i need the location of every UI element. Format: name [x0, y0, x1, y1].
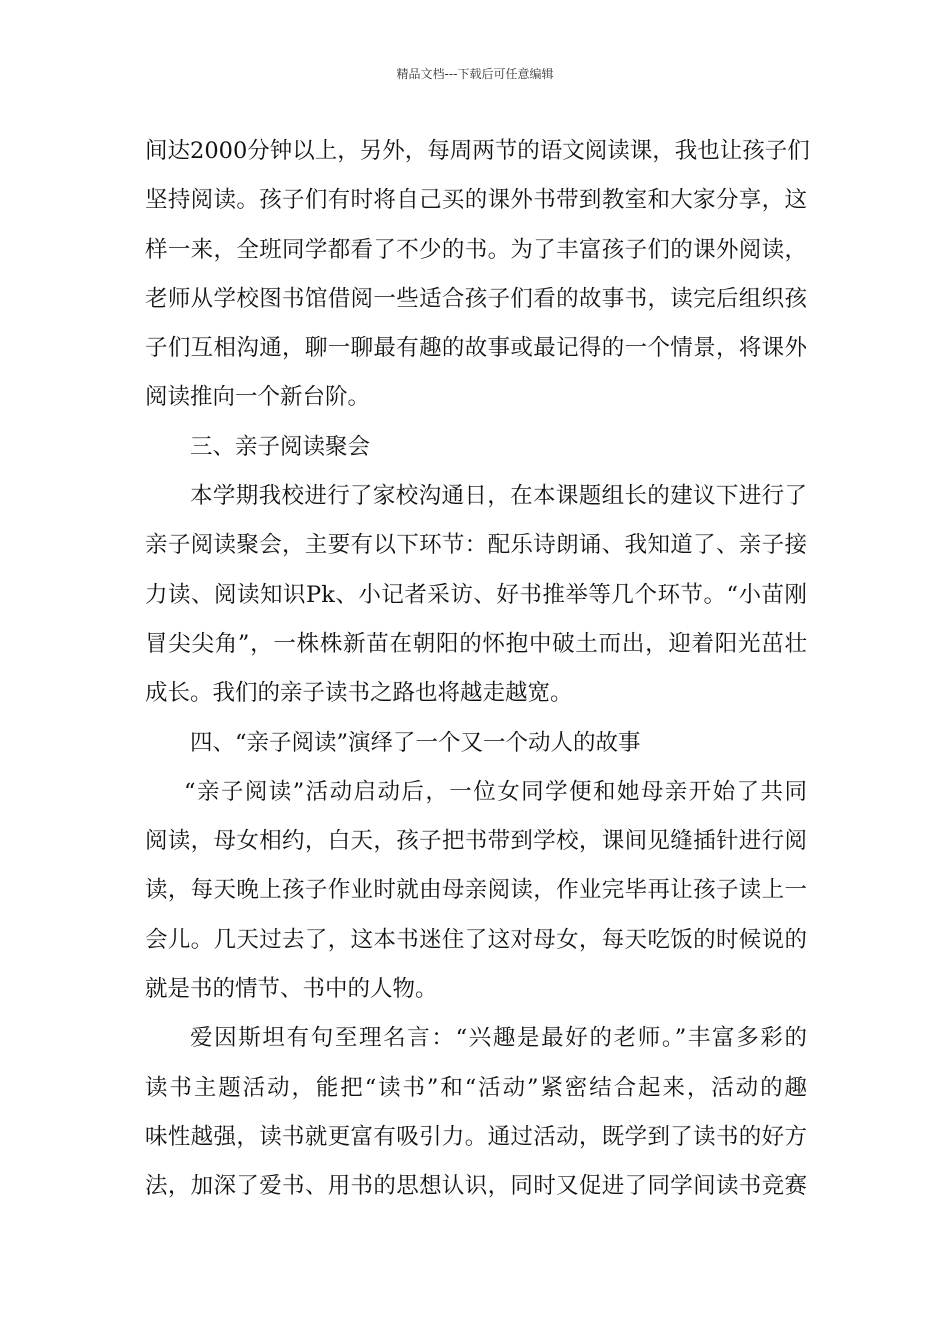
- text-line: 间达2000分钟以上，另外，每周两节的语文阅读课，我也让孩子们: [145, 138, 810, 164]
- text-line: “亲子阅读”活动启动后，一位女同学便和她母亲开始了共同: [184, 778, 807, 805]
- text-line: 读，每天晚上孩子作业时就由母亲阅读，作业完毕再让孩子读上一: [145, 877, 807, 904]
- text-line: 亲子阅读聚会，主要有以下环节：配乐诗朗诵、我知道了、亲子接: [145, 532, 807, 559]
- text-line: 本学期我校进行了家校沟通日，在本课题组长的建议下进行了: [190, 483, 807, 510]
- text-line: 老师从学校图书馆借阅一些适合孩子们看的故事书，读完后组织孩: [145, 285, 807, 312]
- text-line: 坚持阅读。孩子们有时将自己买的课外书带到教室和大家分享，这: [145, 187, 807, 214]
- text-line: 成长。我们的亲子读书之路也将越走越宽。: [145, 680, 573, 707]
- text-line: 爱因斯坦有句至理名言：“兴趣是最好的老师。”丰富多彩的: [190, 1025, 807, 1052]
- text-line: 阅读，母女相约，白天，孩子把书带到学校，课间见缝插针进行阅: [145, 828, 807, 855]
- document-body: [145, 127, 810, 1212]
- text-line: 阅读推向一个新台阶。: [145, 384, 371, 411]
- text-line: 冒尖尖角”，一株株新苗在朝阳的怀抱中破土而出，迎着阳光茁壮: [145, 630, 807, 657]
- text-line: 子们互相沟通，聊一聊最有趣的故事或最记得的一个情景，将课外: [145, 335, 807, 362]
- text-line: 味性越强，读书就更富有吸引力。通过活动，既学到了读书的好方: [145, 1123, 807, 1150]
- text-line: 读书主题活动，能把“读书”和“活动”紧密结合起来，活动的趣: [145, 1074, 807, 1101]
- section-heading: 四、“亲子阅读”演绎了一个又一个动人的故事: [190, 729, 641, 756]
- page-header: 精品文档---下载后可任意编辑: [396, 67, 554, 81]
- text-line: 样一来，全班同学都看了不少的书。为了丰富孩子们的课外阅读，: [145, 236, 807, 263]
- text-line: 会儿。几天过去了，这本书迷住了这对母女，每天吃饭的时候说的: [145, 926, 807, 953]
- text-line: 力读、阅读知识Pk、小记者采访、好书推举等几个环节。“小苗刚: [145, 581, 807, 608]
- text-line: 就是书的情节、书中的人物。: [145, 976, 438, 1003]
- section-heading: 三、亲子阅读聚会: [190, 433, 371, 460]
- text-line: 法，加深了爱书、用书的思想认识，同时又促进了同学间读书竞赛: [145, 1173, 807, 1200]
